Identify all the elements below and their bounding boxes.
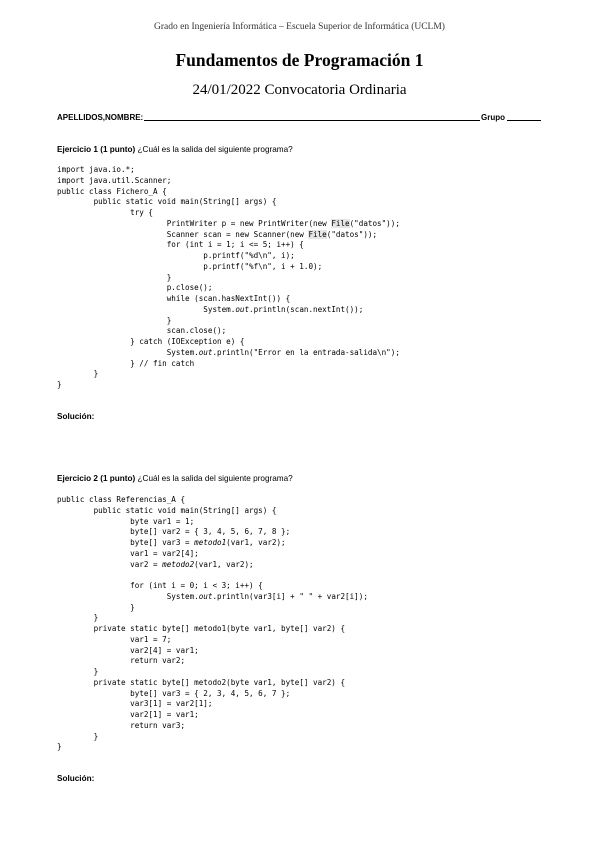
code-line: public static void main(String[] args) { [57, 197, 277, 207]
code-line: public class Fichero_A { [57, 186, 167, 196]
code-line: p.close(); [57, 283, 213, 293]
exercise-2-solution-label: Solución: [57, 774, 95, 783]
student-name-line [57, 112, 541, 122]
code-line: System.out.println(var3[i] + " " + var2[i]); [57, 591, 368, 601]
exercise-1-code [57, 165, 400, 391]
code-line: var3[1] = var2[1]; [57, 699, 213, 709]
code-line: scan.close(); [57, 326, 227, 336]
code-line: p.printf("%d\n", i); [57, 251, 295, 260]
page-title: Fundamentos de Programación 1 [175, 50, 424, 70]
exercise-1-number: Ejercicio 1 (1 punto) [57, 145, 136, 154]
code-line: } catch (IOException e) { [57, 337, 245, 346]
code-line: private static byte[] metodo2(byte var1, byte[] var2) { [57, 677, 346, 687]
code-line: } // fin catch [57, 358, 195, 368]
exercise-2-number: Ejercicio 2 (1 punto) [57, 474, 136, 483]
code-line: } [57, 380, 62, 389]
code-line: byte[] var2 = { 3, 4, 5, 6, 7, 8 }; [57, 527, 291, 537]
exercise-2-heading [57, 474, 293, 483]
code-line: var1 = 7; [57, 634, 172, 644]
code-line: import java.io.*; [57, 165, 135, 174]
exercise-2-question: ¿Cuál es la salida del siguiente programa? [135, 474, 293, 483]
code-line: } [57, 731, 99, 741]
code-line: } [57, 742, 62, 752]
code-line: for (int i = 1; i <= 5; i++) { [57, 240, 304, 250]
code-line: public class Referencias_A { [57, 495, 186, 504]
code-line: var2[1] = var1; [57, 710, 199, 719]
exercise-1-question: ¿Cuál es la salida del siguiente programa? [135, 145, 293, 154]
code-line: } [57, 272, 172, 282]
code-line: for (int i = 0; i < 3; i++) { [57, 581, 263, 590]
code-line: Scanner scan = new Scanner(new File("datos")); [57, 229, 378, 239]
code-line: System.out.println("Error en la entrada-salida\n"); [57, 347, 400, 357]
code-line: var2 = metodo2(var1, var2); [57, 559, 254, 569]
group-label: Grupo [481, 113, 505, 122]
code-line: import java.util.Scanner; [57, 175, 172, 185]
code-line: var1 = var2[4]; [57, 548, 199, 558]
code-line: byte var1 = 1; [57, 516, 195, 526]
code-line: while (scan.hasNextInt()) { [57, 294, 291, 303]
code-line: } [57, 667, 99, 676]
code-line: } [57, 602, 135, 612]
code-line: return var3; [57, 720, 186, 730]
code-line: } [57, 613, 99, 623]
group-blank [507, 112, 541, 121]
institution-header: Grado en Ingeniería Informática – Escuela Superior de Informática (UCLM) [154, 22, 445, 32]
exercise-1-heading [57, 145, 293, 154]
exam-date: 24/01/2022 Convocatoria Ordinaria [192, 82, 407, 98]
code-line: byte[] var3 = metodo1(var1, var2); [57, 538, 286, 547]
exercise-2-code [57, 495, 368, 753]
code-line: return var2; [57, 656, 186, 666]
code-line: System.out.println(scan.nextInt()); [57, 304, 364, 314]
code-line: p.printf("%f\n", i + 1.0); [57, 261, 323, 271]
code-line: var2[4] = var1; [57, 645, 199, 655]
code-line: try { [57, 208, 154, 217]
code-line: byte[] var3 = { 2, 3, 4, 5, 6, 7 }; [57, 688, 291, 698]
code-line: PrintWriter p = new PrintWriter(new File("datos")); [57, 218, 400, 228]
code-line: } [57, 315, 172, 325]
name-label: APELLIDOS,NOMBRE: [57, 113, 144, 122]
code-line: public static void main(String[] args) { [57, 505, 277, 515]
name-blank [144, 112, 480, 121]
exercise-1-solution-label: Solución: [57, 412, 95, 421]
code-line: } [57, 369, 99, 379]
code-line: private static byte[] metodo1(byte var1, byte[] var2) { [57, 624, 346, 633]
